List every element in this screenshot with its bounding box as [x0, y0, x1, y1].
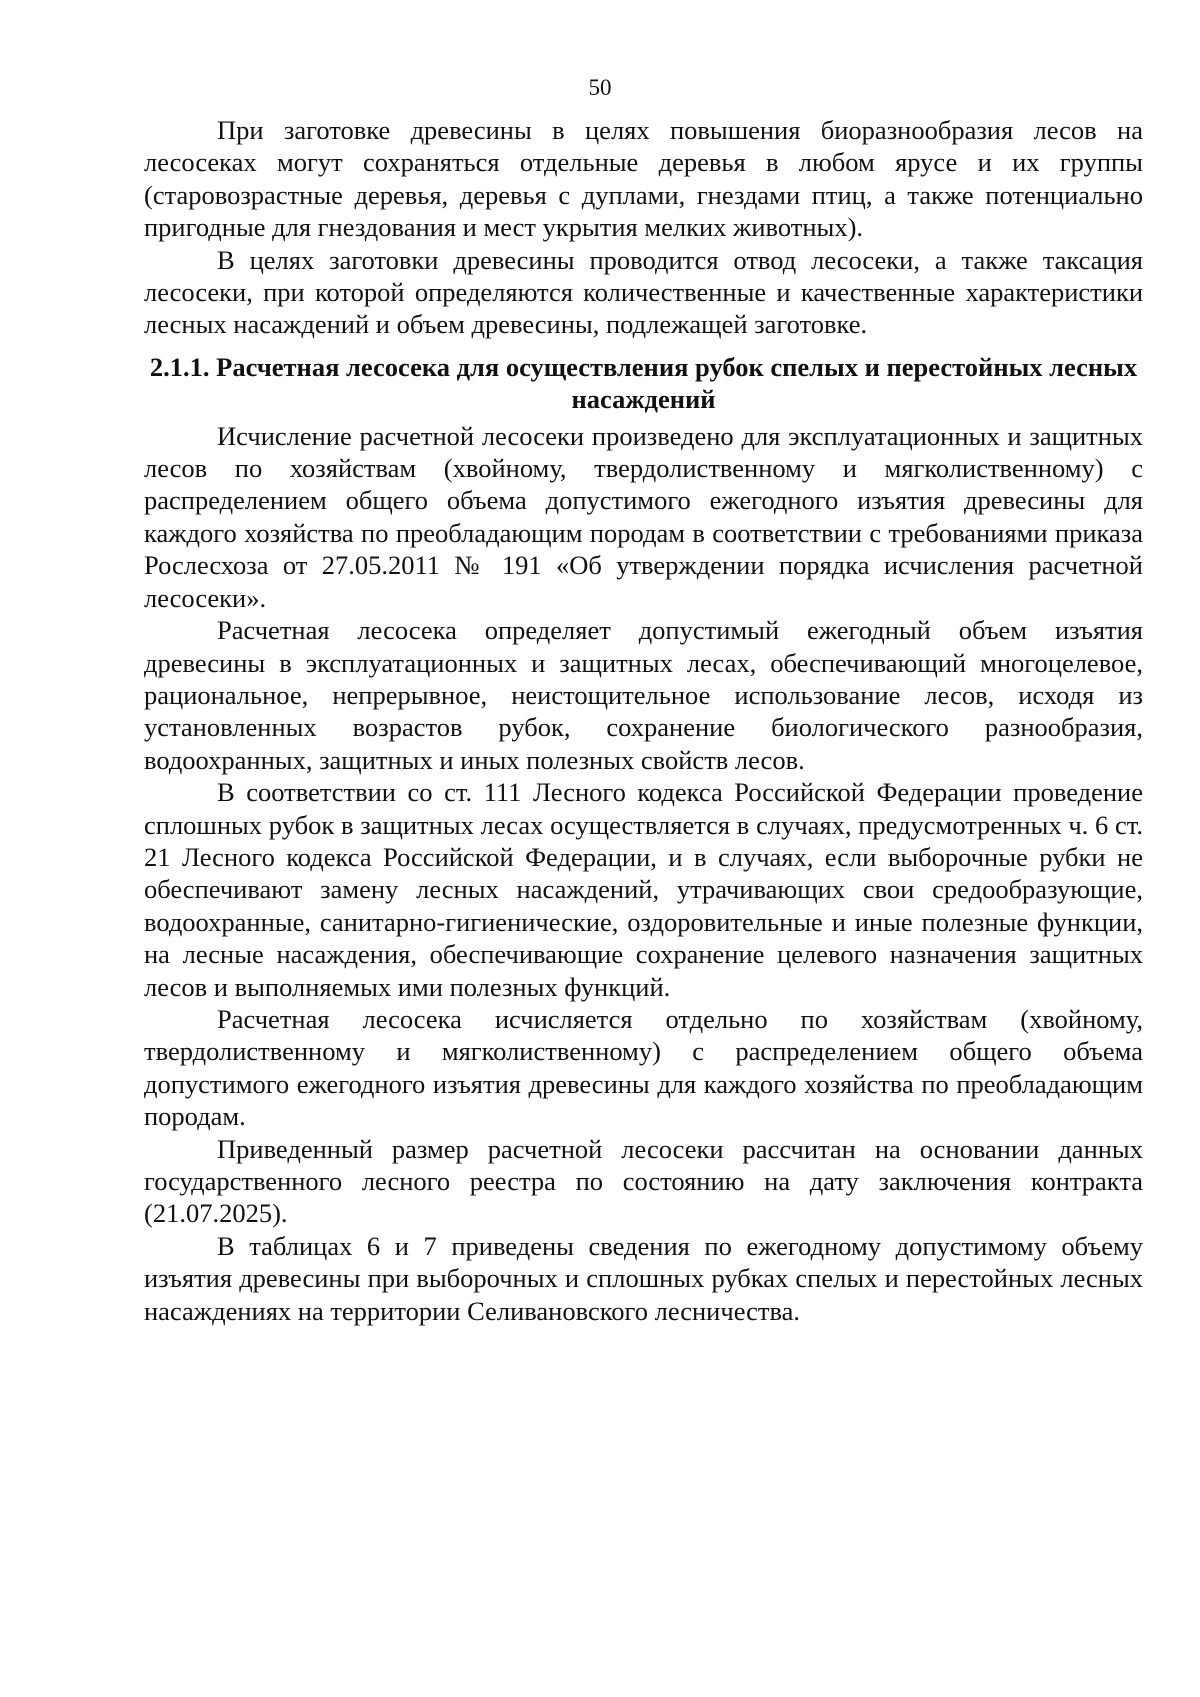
paragraph-registry-basis: Приведенный размер расчетной лесосеки рассчитан на основании данных государственного лесного реестра по состоянию на дату заключения контракта (21.07.2025).	[144, 1133, 1143, 1229]
paragraph-biodiversity: При заготовке древесины в целях повышения биоразнообразия лесов на лесосеках могут сохраняться отдельные деревья в любом ярусе и их группы (старовозрастные деревья, деревья с дуплами, гнездами птиц, а также потенциально пригодные для гнездования и мест укрытия мелких животных).	[144, 115, 1143, 243]
paragraph-by-farms: Расчетная лесосека исчисляется отдельно по хозяйствам (хвойному, твердолиственному и мягколиственному) с распределением общего объема допустимого ежегодного изъятия древесины для каждого хозяйства по преобладающим породам.	[144, 1003, 1143, 1132]
paragraph-calculation: Исчисление расчетной лесосеки произведено для эксплуатационных и защитных лесов по хозяйствам (хвойному, твердолиственному и мягколиственному) с распределением общего объема допустимого ежегодного изъятия древесины для каждого хозяйства по преобладающим породам в соответствии с требованиями приказа Рослесхоза от 27.05.2011 № 191 «Об утверждении порядка исчисления расчетной лесосеки».	[144, 420, 1143, 613]
paragraph-tables-reference: В таблицах 6 и 7 приведены сведения по ежегодному допустимому объему изъятия древесины при выборочных и сплошных рубках спелых и перестойных лесных насаждениях на территории Селивановского лесничества.	[144, 1230, 1143, 1326]
page-body	[144, 114, 1143, 1327]
paragraph-cutting-area-allotment: В целях заготовки древесины проводится отвод лесосеки, а также таксация лесосеки, при которой определяются количественные и качественные характеристики лесных насаждений и объем древесины, подлежащей заготовке.	[144, 244, 1143, 340]
page-number: 50	[588, 75, 612, 100]
section-heading: 2.1.1. Расчетная лесосека для осуществления рубок спелых и перестойных лесных насаждений	[149, 351, 1138, 415]
paragraph-allowable-volume: Расчетная лесосека определяет допустимый ежегодный объем изъятия древесины в эксплуатационных и защитных лесах, обеспечивающий многоцелевое, рациональное, непрерывное, неистощительное использование лесов, исходя из установленных возрастов рубок, сохранение биологического разнообразия, водоохранных, защитных и иных полезных свойств лесов.	[144, 615, 1143, 775]
paragraph-forest-code: В соответствии со ст. 111 Лесного кодекса Российской Федерации проведение сплошных рубок в защитных лесах осуществляется в случаях, предусмотренных ч. 6 ст. 21 Лесного кодекса Российской Федерации, и в случаях, если выборочные рубки не обеспечивают замену лесных насаждений, утрачивающих свои средообразующие, водоохранные, санитарно-гигиенические, оздоровительные и иные полезные функции, на лесные насаждения, обеспечивающие сохранение целевого назначения защитных лесов и выполняемых ими полезных функций.	[144, 777, 1143, 1002]
